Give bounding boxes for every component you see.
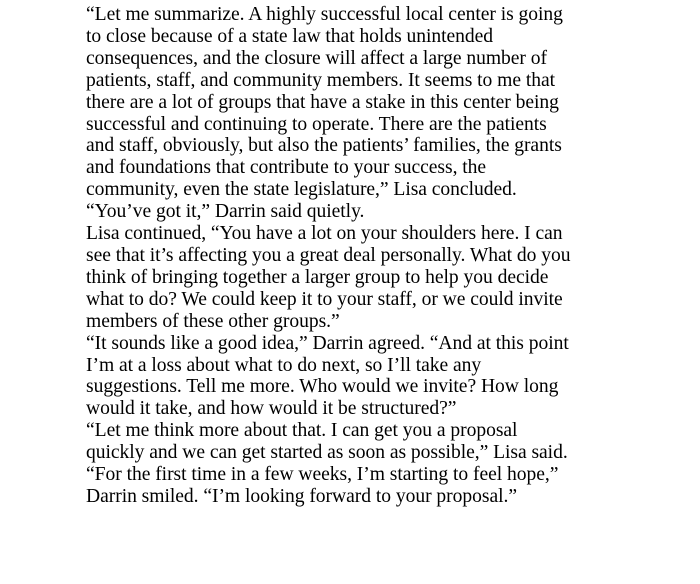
text-line: “Let me summarize. A highly successful local center is going [86,4,563,25]
text-line: Lisa continued, “You have a lot on your shoulders here. I can [86,223,563,245]
text-line: what to do? We could keep it to your staff, or we could invite [86,288,563,310]
text-line: suggestions. Tell me more. Who would we invite? How long [86,376,559,398]
text-line: “For the first time in a few weeks, I’m starting to feel hope,” [86,464,559,486]
text-line: members of these other groups.” [86,310,340,332]
text-line: see that it’s affecting you a great deal personally. What do you [86,244,571,266]
text-line: to close because of a state law that holds unintended [86,25,494,47]
text-line: and foundations that contribute to your success, the [86,157,487,179]
text-line: Darrin smiled. “I’m looking forward to your proposal.” [86,485,517,507]
text-line: consequences, and the closure will affect a large number of [86,47,547,69]
text-line: successful and continuing to operate. There are the patients [86,113,547,135]
text-line: would it take, and how would it be structured?” [86,398,457,420]
text-line: and staff, obviously, but also the patients’ families, the grants [86,135,562,157]
text-line: “You’ve got it,” Darrin said quietly. [86,201,365,223]
text-line: quickly and we can get started as soon as possible,” Lisa said. [86,442,568,464]
text-line: community, even the state legislature,” Lisa concluded. [86,179,517,201]
text-line: I’m at a loss about what to do next, so I’ll take any [86,354,482,376]
text-line: there are a lot of groups that have a stake in this center being [86,91,559,113]
text-line: “Let me think more about that. I can get you a proposal [86,420,518,442]
text-line: “It sounds like a good idea,” Darrin agreed. “And at this point [86,332,569,354]
text-line: think of bringing together a larger group to help you decide [86,266,549,288]
text-line: patients, staff, and community members. It seems to me that [86,69,556,91]
document-text [86,4,686,508]
